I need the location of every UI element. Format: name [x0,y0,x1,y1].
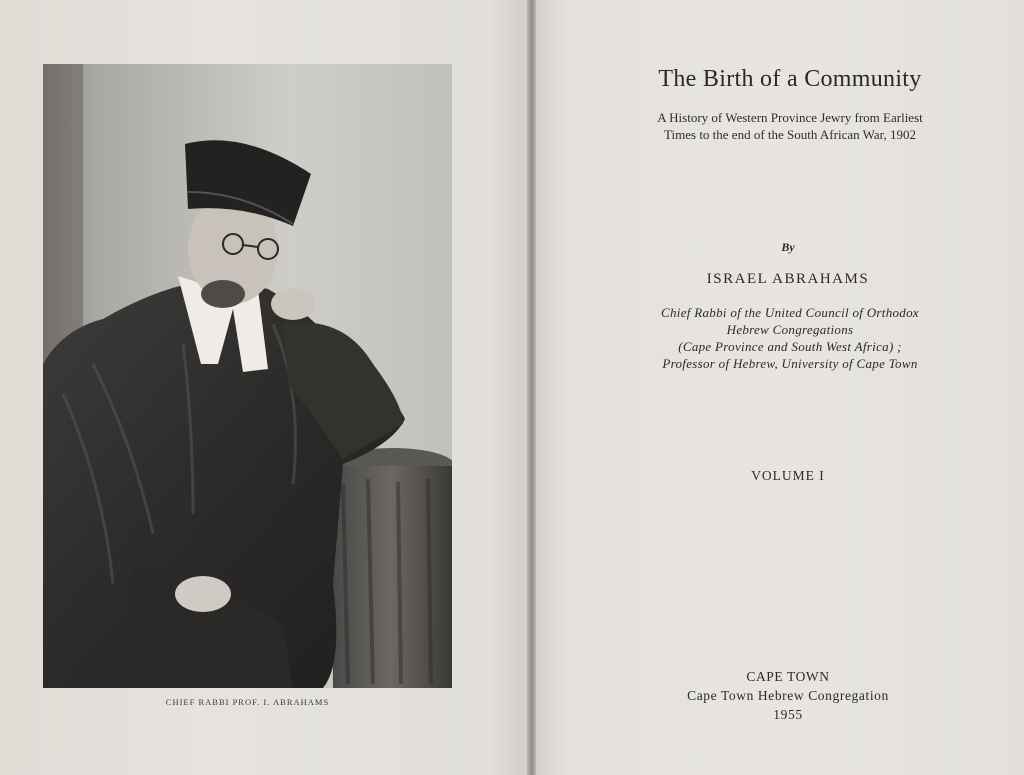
book-title: The Birth of a Community [658,66,922,92]
imprint-publisher: Cape Town Hebrew Congregation [687,688,889,703]
frontispiece-photo [43,64,452,688]
portrait-illustration [43,64,452,688]
imprint-place: CAPE TOWN [746,669,830,684]
subtitle-line: A History of Western Province Jewry from Earliest [657,110,923,125]
book-subtitle [600,109,980,143]
affiliation-line: (Cape Province and South West Africa) ; [678,339,902,354]
affiliation-line: Chief Rabbi of the United Council of Orthodox [661,305,919,320]
imprint [588,667,988,724]
volume-label: VOLUME I [751,468,825,483]
author-affiliation [610,304,970,372]
photo-caption: CHIEF RABBI PROF. I. ABRAHAMS [165,697,330,707]
affiliation-line: Professor of Hebrew, University of Cape Town [662,356,918,371]
author-name: ISRAEL ABRAHAMS [706,271,870,287]
affiliation-line: Hebrew Congregations [726,322,854,337]
subtitle-line: Times to the end of the South African War, 1902 [664,127,916,142]
by-label: By [781,240,795,254]
imprint-year: 1955 [773,707,803,722]
